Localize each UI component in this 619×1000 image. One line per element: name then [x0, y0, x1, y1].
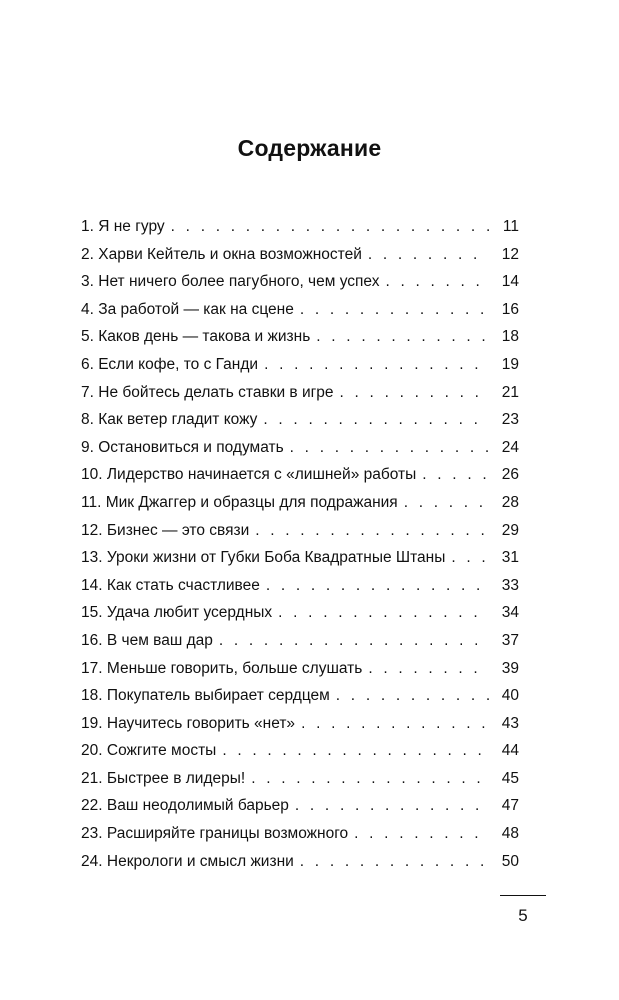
toc-entry-title: Каков день — такова и жизнь — [98, 328, 311, 346]
dot-leader — [264, 356, 489, 374]
dot-leader — [278, 604, 489, 622]
toc-entry-number: 15. — [81, 604, 103, 622]
toc-entry-title: Быстрее в лидеры! — [106, 769, 246, 787]
toc-entry — [81, 218, 519, 246]
dot-leader — [266, 577, 489, 595]
toc-entry-number: 12. — [81, 521, 103, 539]
dot-leader — [300, 301, 489, 319]
toc-entry-page: 39 — [501, 659, 519, 677]
toc-entry — [81, 411, 519, 439]
toc-entry — [81, 770, 519, 798]
dot-leader — [295, 797, 489, 815]
dot-leader — [251, 770, 489, 788]
toc-entry-title: Как стать счастливее — [106, 576, 260, 594]
dot-leader — [263, 411, 489, 429]
toc-entry-title: Меньше говорить, больше слушать — [106, 659, 363, 677]
toc-entry-page: 50 — [501, 852, 519, 870]
dot-leader — [300, 853, 489, 871]
toc-entry-title: Некрологи и смысл жизни — [106, 852, 294, 870]
toc-entry-title: Нет ничего более пагубного, чем успех — [98, 273, 380, 291]
toc-entry-number: 24. — [81, 852, 103, 870]
toc-entry-title: Если кофе, то с Ганди — [98, 355, 259, 373]
table-of-contents — [81, 218, 519, 880]
toc-entry-page: 44 — [501, 742, 519, 760]
toc-entry — [81, 273, 519, 301]
toc-entry-number: 5. — [81, 328, 94, 346]
toc-entry-page: 48 — [501, 825, 519, 843]
page-number-rule — [500, 895, 546, 896]
toc-entry-title: Покупатель выбирает сердцем — [106, 687, 330, 705]
toc-entry-page: 19 — [501, 355, 519, 373]
toc-entry-number: 22. — [81, 797, 103, 815]
toc-entry-page: 28 — [501, 493, 519, 511]
dot-leader — [336, 687, 489, 705]
toc-entry-page: 21 — [501, 383, 519, 401]
toc-entry-title: Бизнес — это связи — [106, 521, 250, 539]
dot-leader — [404, 494, 489, 512]
toc-entry-number: 9. — [81, 438, 94, 456]
toc-entry-title: За работой — как на сцене — [98, 300, 294, 318]
toc-entry-number: 11. — [81, 493, 102, 511]
toc-entry — [81, 494, 519, 522]
toc-entry-page: 16 — [501, 300, 519, 318]
dot-leader — [385, 273, 489, 291]
toc-entry-page: 18 — [501, 328, 519, 346]
toc-entry — [81, 632, 519, 660]
toc-entry-page: 37 — [501, 631, 519, 649]
toc-entry-number: 16. — [81, 631, 103, 649]
toc-entry — [81, 356, 519, 384]
toc-entry-title: Уроки жизни от Губки Боба Квадратные Штаны — [106, 549, 446, 567]
toc-entry — [81, 384, 519, 412]
toc-entry-number: 23. — [81, 825, 103, 843]
toc-entry-number: 8. — [81, 411, 94, 429]
toc-entry-page: 12 — [501, 245, 519, 263]
toc-entry-page: 45 — [501, 769, 519, 787]
toc-entry — [81, 604, 519, 632]
toc-entry-number: 3. — [81, 273, 94, 291]
toc-entry-page: 31 — [501, 549, 519, 567]
toc-entry-page: 47 — [501, 797, 519, 815]
toc-entry-number: 2. — [81, 245, 94, 263]
toc-entry-title: Сожгите мосты — [106, 742, 217, 760]
dot-leader — [340, 384, 489, 402]
dot-leader — [368, 660, 489, 678]
toc-entry — [81, 246, 519, 274]
toc-entry — [81, 797, 519, 825]
dot-leader — [354, 825, 489, 843]
toc-entry — [81, 853, 519, 881]
dot-leader — [368, 246, 489, 264]
toc-entry-number: 1. — [81, 218, 94, 235]
toc-entry — [81, 660, 519, 688]
toc-entry-title: Научитесь говорить «нет» — [106, 714, 296, 732]
toc-entry-page: 33 — [501, 576, 519, 594]
toc-entry-number: 4. — [81, 300, 94, 318]
toc-entry — [81, 825, 519, 853]
toc-entry-title: Ваш неодолимый барьер — [106, 797, 289, 815]
dot-leader — [316, 328, 489, 346]
toc-entry — [81, 301, 519, 329]
toc-entry — [81, 742, 519, 770]
toc-entry — [81, 549, 519, 577]
toc-entry-title: Не бойтесь делать ставки в игре — [98, 383, 334, 401]
toc-entry — [81, 522, 519, 550]
toc-entry-number: 20. — [81, 742, 103, 760]
toc-entry-number: 14. — [81, 576, 103, 594]
toc-entry — [81, 466, 519, 494]
toc-entry-title: Я не гуру — [98, 218, 165, 235]
toc-entry-number: 7. — [81, 383, 94, 401]
toc-entry-page: 14 — [501, 273, 519, 291]
toc-entry-page: 40 — [501, 687, 519, 705]
dot-leader — [290, 439, 489, 457]
toc-entry-title: Расширяйте границы возможного — [106, 825, 349, 843]
toc-entry-page: 34 — [501, 604, 519, 622]
dot-leader — [171, 218, 489, 236]
toc-entry — [81, 328, 519, 356]
toc-entry-page: 24 — [501, 438, 519, 456]
toc-entry-page: 43 — [501, 714, 519, 732]
toc-entry-number: 6. — [81, 355, 94, 373]
dot-leader — [222, 742, 489, 760]
toc-entry-number: 13. — [81, 549, 103, 567]
toc-entry-number: 17. — [81, 659, 103, 677]
toc-entry-number: 18. — [81, 687, 103, 705]
toc-entry-page: 26 — [501, 466, 519, 484]
dot-leader — [255, 522, 489, 540]
toc-entry-page: 11 — [502, 218, 519, 235]
toc-entry-title: Мик Джаггер и образцы для подражания — [105, 493, 398, 511]
toc-entry-title: Удача любит усердных — [106, 604, 273, 622]
toc-entry-title: Остановиться и подумать — [98, 438, 284, 456]
toc-entry-page: 23 — [501, 411, 519, 429]
dot-leader — [301, 715, 489, 733]
dot-leader — [422, 466, 489, 484]
toc-entry-title: Как ветер гладит кожу — [98, 411, 258, 429]
toc-entry — [81, 715, 519, 743]
toc-entry-number: 10. — [81, 466, 103, 484]
toc-entry-title: Лидерство начинается с «лишней» работы — [106, 466, 417, 484]
toc-entry-number: 19. — [81, 714, 103, 732]
toc-entry — [81, 687, 519, 715]
dot-leader — [451, 549, 489, 567]
toc-entry — [81, 577, 519, 605]
toc-entry — [81, 439, 519, 467]
toc-entry-title: Харви Кейтель и окна возможностей — [98, 245, 362, 263]
toc-entry-page: 29 — [501, 521, 519, 539]
page-number: 5 — [518, 906, 528, 925]
page-title: Содержание — [237, 135, 382, 161]
toc-entry-number: 21. — [81, 769, 103, 787]
toc-entry-title: В чем ваш дар — [106, 631, 213, 649]
dot-leader — [219, 632, 489, 650]
